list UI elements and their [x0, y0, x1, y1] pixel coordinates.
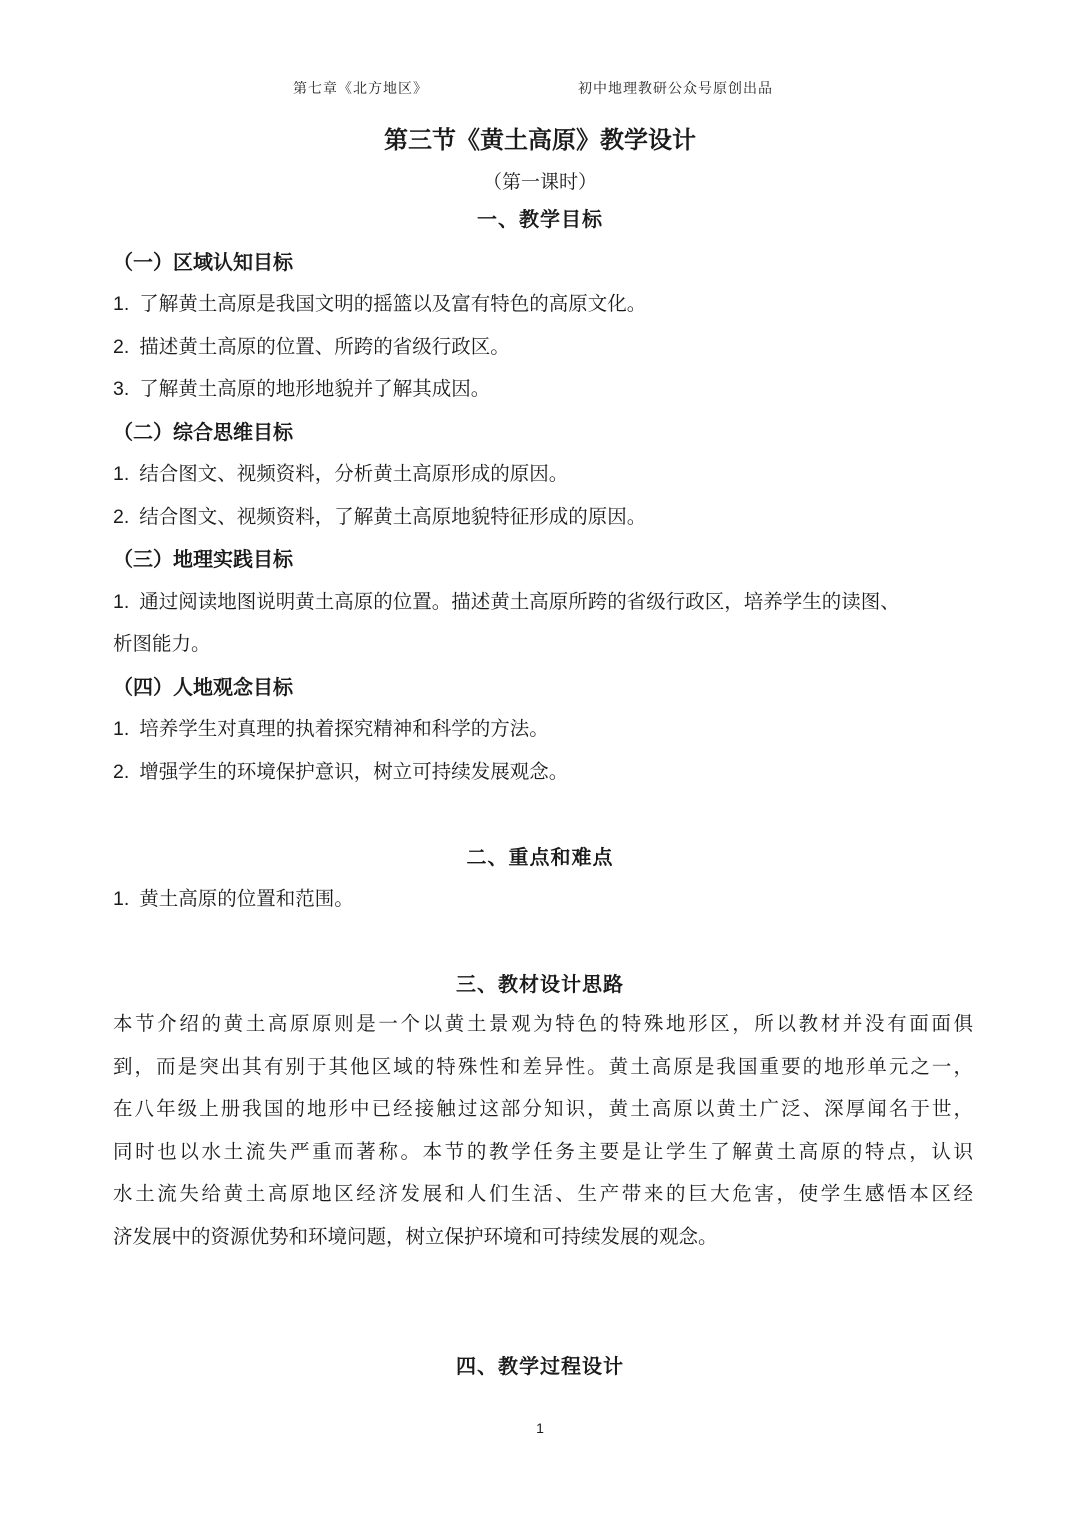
section-heading-design-rationale: 三、教材设计思路 — [456, 972, 624, 996]
list-item — [113, 288, 646, 316]
section-heading-teaching-process: 四、教学过程设计 — [456, 1354, 624, 1378]
list-item-text: 培养学生对真理的执着探究精神和科学的方法。 — [139, 717, 549, 740]
list-item — [113, 501, 646, 529]
list-item-text: 通过阅读地图说明黄土高原的位置。描述黄土高原所跨的省级行政区，培养学生的读图、 — [139, 590, 900, 613]
paragraph-line: 济发展中的资源优势和环境问题，树立保护环境和可持续发展的观念。 — [113, 1224, 718, 1248]
page-number: 1 — [536, 1420, 544, 1436]
list-item-text: 黄土高原的位置和范围。 — [139, 887, 354, 910]
list-item-text: 结合图文、视频资料，了解黄土高原地貌特征形成的原因。 — [139, 505, 647, 528]
group-heading-integrated-thinking: （二）综合思维目标 — [113, 420, 293, 444]
section-heading-key-points: 二、重点和难点 — [466, 845, 614, 869]
list-item — [113, 331, 510, 359]
list-item-text: 描述黄土高原的位置、所跨的省级行政区。 — [139, 335, 510, 358]
header-source: 初中地理教研公众号原创出品 — [578, 81, 773, 97]
paragraph-line: 在八年级上册我国的地形中已经接触过这部分知识，黄土高原以黄土广泛、深厚闻名于世， — [113, 1097, 973, 1120]
group-heading-human-land-concept: （四）人地观念目标 — [113, 675, 293, 699]
section-heading-objectives: 一、教学目标 — [477, 207, 603, 231]
paragraph-line: 到，而是突出其有别于其他区域的特殊性和差异性。黄土高原是我国重要的地形单元之一， — [113, 1054, 973, 1078]
list-item-text: 结合图文、视频资料，分析黄土高原形成的原因。 — [139, 462, 569, 485]
list-item-continuation: 析图能力。 — [113, 632, 211, 655]
list-item-number: 1. — [113, 293, 130, 315]
group-heading-geographic-practice: （三）地理实践目标 — [113, 547, 293, 571]
header-chapter: 第七章《北方地区》 — [293, 81, 428, 97]
paragraph-line: 本节介绍的黄土高原原则是一个以黄土景观为特色的特殊地形区，所以教材并没有面面俱 — [113, 1012, 973, 1035]
list-item-text: 了解黄土高原是我国文明的摇篮以及富有特色的高原文化。 — [139, 292, 647, 315]
document-title: 第三节《黄土高原》教学设计 — [384, 125, 696, 154]
design-rationale-paragraph — [113, 1003, 973, 1258]
list-item-number: 2. — [113, 506, 130, 528]
list-item — [113, 756, 568, 784]
list-item-text: 增强学生的环境保护意识，树立可持续发展观念。 — [139, 760, 569, 783]
list-item-number: 1. — [113, 591, 130, 613]
paragraph-line: 同时也以水土流失严重而著称。本节的教学任务主要是让学生了解黄土高原的特点，认识 — [113, 1139, 973, 1163]
list-item — [113, 458, 568, 486]
list-item — [113, 586, 900, 614]
list-item — [113, 713, 549, 741]
list-item-number: 2. — [113, 336, 130, 358]
paragraph-line: 水土流失给黄土高原地区经济发展和人们生活、生产带来的巨大危害，使学生感悟本区经 — [113, 1182, 973, 1205]
document-subtitle: （第一课时） — [482, 171, 597, 193]
list-item-text: 了解黄土高原的地形地貌并了解其成因。 — [139, 377, 491, 400]
list-item — [113, 883, 354, 911]
list-item-number: 3. — [113, 378, 130, 400]
group-heading-regional-cognition: （一）区域认知目标 — [113, 250, 293, 274]
list-item — [113, 373, 490, 401]
list-item-number: 1. — [113, 463, 130, 485]
list-item-number: 2. — [113, 761, 130, 783]
list-item-number: 1. — [113, 888, 130, 910]
list-item-number: 1. — [113, 718, 130, 740]
